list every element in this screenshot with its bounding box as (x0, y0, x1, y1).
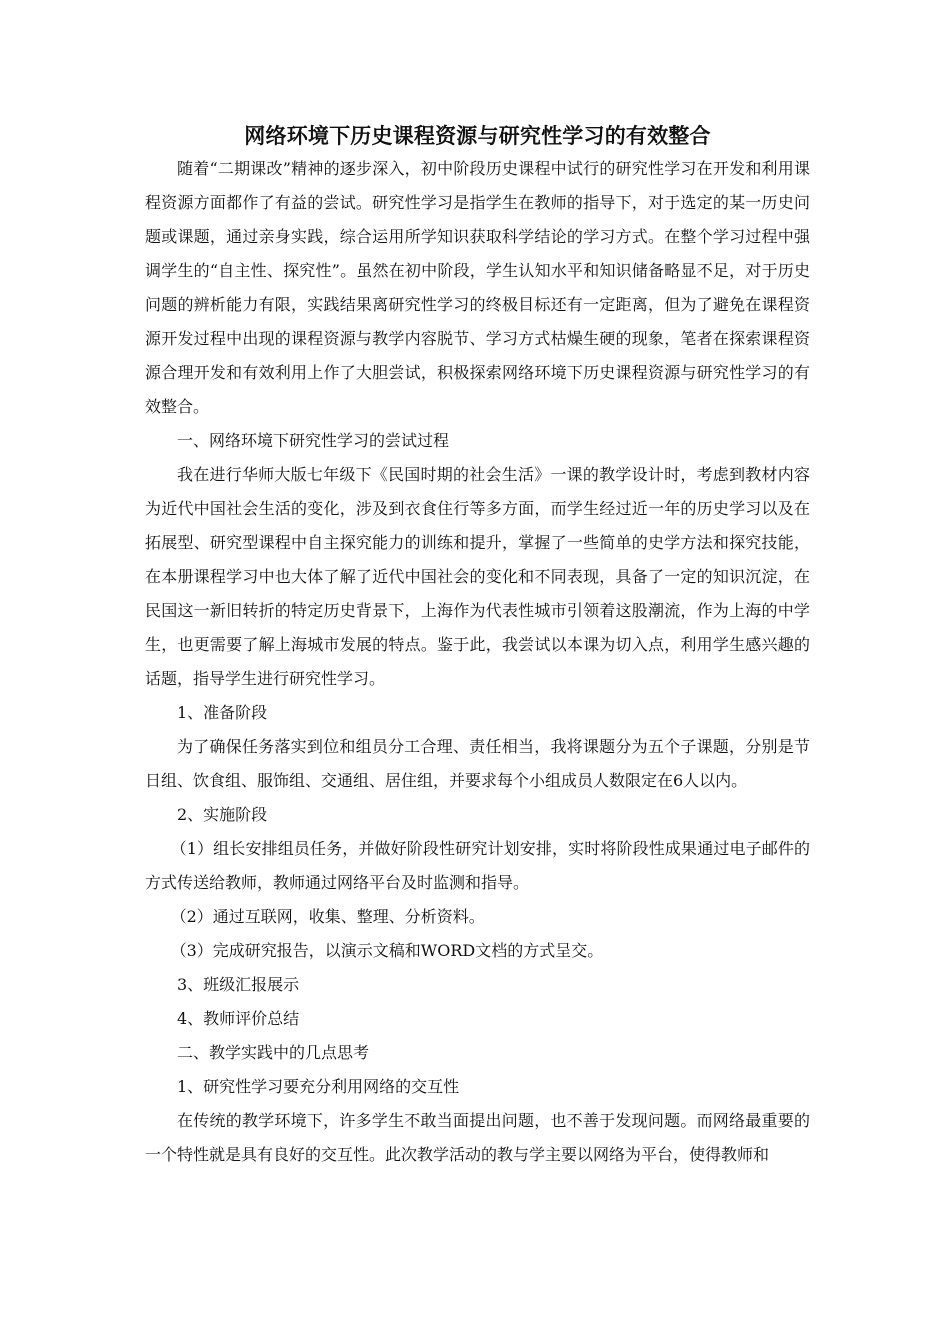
section-heading-1: 一、网络环境下研究性学习的尝试过程 (177, 431, 450, 450)
section-1-paragraph: 我在进行华师大版七年级下《民国时期的社会生活》一课的教学设计时，考虑到教材内容为近代中国社会生活的变化，涉及到衣食住行等多方面，而学生经过近一年的历史学习以及在拓展型、研究型课程中自主探究能力的训练和提升，掌握了一些简单的史学方法和探究技能，在本册课程学习中也大体了解了近代中国社会的变化和不同表现，具备了一定的知识沉淀，在民国这一新旧转折的特定历史背景下，上海作为代表性城市引领着这股潮流，作为上海的中学生，也更需要了解上海城市发展的特点。鉴于此，我尝试以本课为切入点，利用学生感兴趣的话题，指导学生进行研究性学习。 (145, 465, 810, 688)
preparation-paragraph: 为了确保任务落实到位和组员分工合理、责任相当，我将课题分为五个子课题，分别是节日组、饮食组、服饰组、交通组、居住组，并要求每个小组成员人数限定在6人以内。 (145, 737, 810, 790)
section-heading-2: 二、教学实践中的几点思考 (177, 1043, 370, 1062)
subheading-implementation: 2、实施阶段 (177, 805, 268, 824)
intro-paragraph: 随着“二期课改”精神的逐步深入，初中阶段历史课程中试行的研究性学习在开发和利用课程资源方面都作了有益的尝试。研究性学习是指学生在教师的指导下，对于选定的某一历史问题或课题，通过亲身实践，综合运用所学知识获取科学结论的学习方式。在整个学习过程中强调学生的“自主性、探究性”。虽然在初中阶段，学生认知水平和知识储备略显不足，对于历史问题的辨析能力有限，实践结果离研究性学习的终极目标还有一定距离，但为了避免在课程资源开发过程中出现的课程资源与教学内容脱节、学习方式枯燥生硬的现象，笔者在探索课程资源合理开发和有效利用上作了大胆尝试，积极探索网络环境下历史课程资源与研究性学习的有效整合。 (145, 159, 810, 416)
subheading-class-report: 3、班级汇报展示 (177, 975, 300, 994)
implementation-step-3: （3）完成研究报告，以演示文稿和WORD文档的方式呈交。 (170, 941, 604, 960)
subheading-preparation: 1、准备阶段 (177, 703, 268, 722)
subheading-teacher-evaluation: 4、教师评价总结 (177, 1009, 300, 1028)
interactivity-paragraph: 在传统的教学环境下，许多学生不敢当面提出问题，也不善于发现问题。而网络最重要的一个特性就是具有良好的交互性。此次教学活动的教与学主要以网络为平台，使得教师和 (145, 1111, 810, 1164)
implementation-step-1: （1）组长安排组员任务，并做好阶段性研究计划安排，实时将阶段性成果通过电子邮件的方式传送给教师，教师通过网络平台及时监测和指导。 (145, 839, 810, 892)
implementation-step-2: （2）通过互联网，收集、整理、分析资料。 (170, 907, 485, 926)
document-title: 网络环境下历史课程资源与研究性学习的有效整合 (244, 123, 711, 148)
subheading-interactivity: 1、研究性学习要充分利用网络的交互性 (177, 1077, 460, 1096)
document-page (145, 120, 810, 1172)
